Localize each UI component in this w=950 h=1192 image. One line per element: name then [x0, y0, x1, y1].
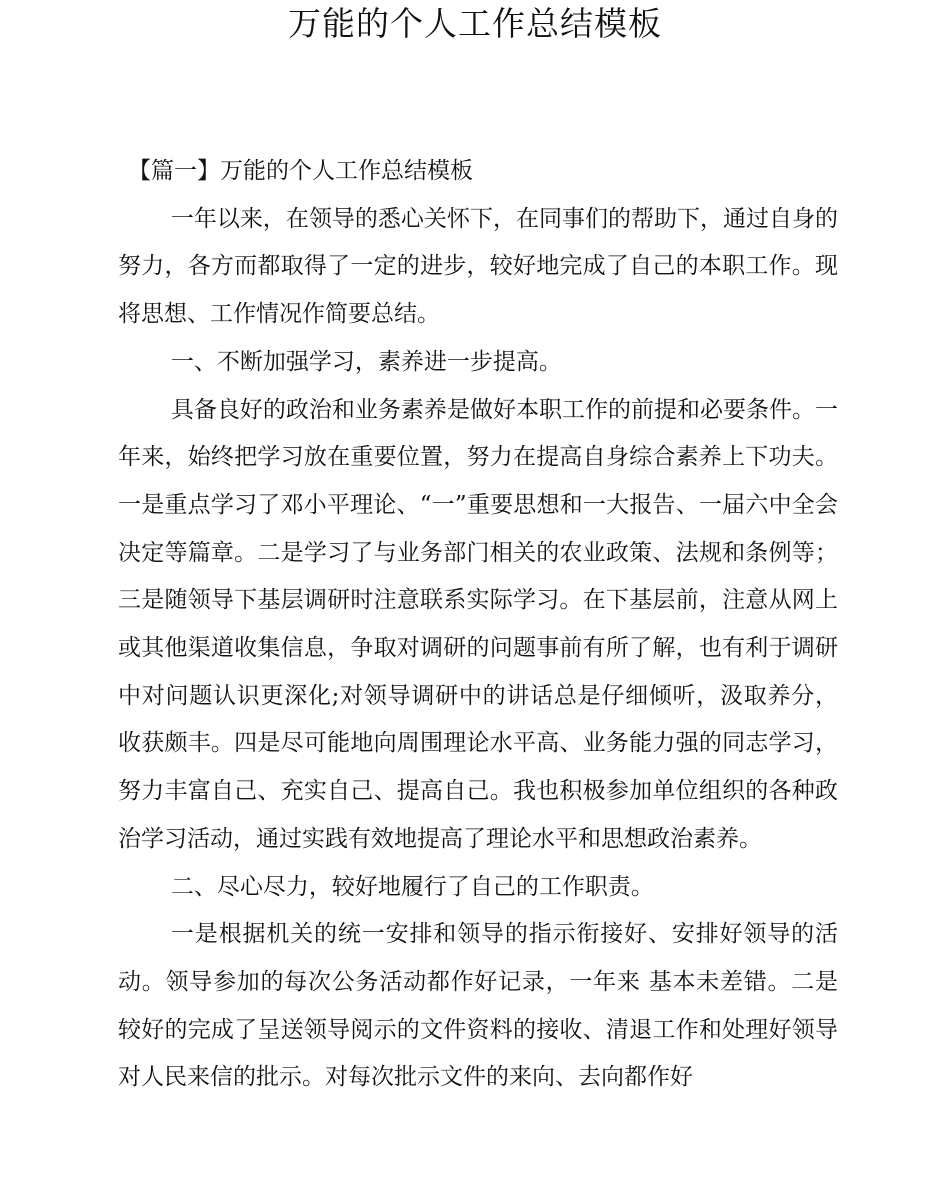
paragraph-heading-1: 一、不断加强学习，素养进一步提高。	[170, 348, 562, 375]
document-body	[118, 148, 838, 1102]
section-heading: 【篇一】万能的个人工作总结模板	[128, 158, 473, 184]
document-title: 万能的个人工作总结模板	[288, 4, 662, 43]
paragraph-study: 具备良好的政治和业务素养是做好本职工作的前提和必要条件。一年来，始终把学习放在重要位置，努力在提高自身综合素养上下功夫。一是重点学习了邓小平理论、“一”重要思想和一大报告、一届六中全会决定等篇章。二是学习了与业务部门相关的农业政策、法规和条例等；三是随领导下基层调研时注意联系实际学习。在下基层前，注意从网上或其他渠道收集信息，争取对调研的问题事前有所了解，也有利于调研中对问题认识更深化;对领导调研中的讲话总是仔细倾听，汲取养分，收获颇丰。四是尽可能地向周围理论水平高、业务能力强的同志学习，努力丰富自己、充实自己、提高自己。我也积极参加单位组织的各种政治学习活动，通过实践有效地提高了理论水平和思想政治素养。	[118, 396, 838, 852]
paragraph-intro: 一年以来，在领导的悉心关怀下，在同事们的帮助下，通过自身的努力，各方而都取得了一定的进步，较好地完成了自己的本职工作。现将思想、工作情况作简要总结。	[118, 205, 838, 328]
paragraph-heading-2: 二、尽心尽力，较好地履行了自己的工作职责。	[170, 873, 654, 900]
paragraph-duties: 一是根据机关的统一安排和领导的指示衔接好、安排好领导的活动。领导参加的每次公务活动都作好记录，一年来 基本未差错。二是较好的完成了呈送领导阅示的文件资料的接收、清退工作和处理好领导对人民来信的批示。对每次批示文件的来向、去向都作好	[118, 921, 838, 1091]
